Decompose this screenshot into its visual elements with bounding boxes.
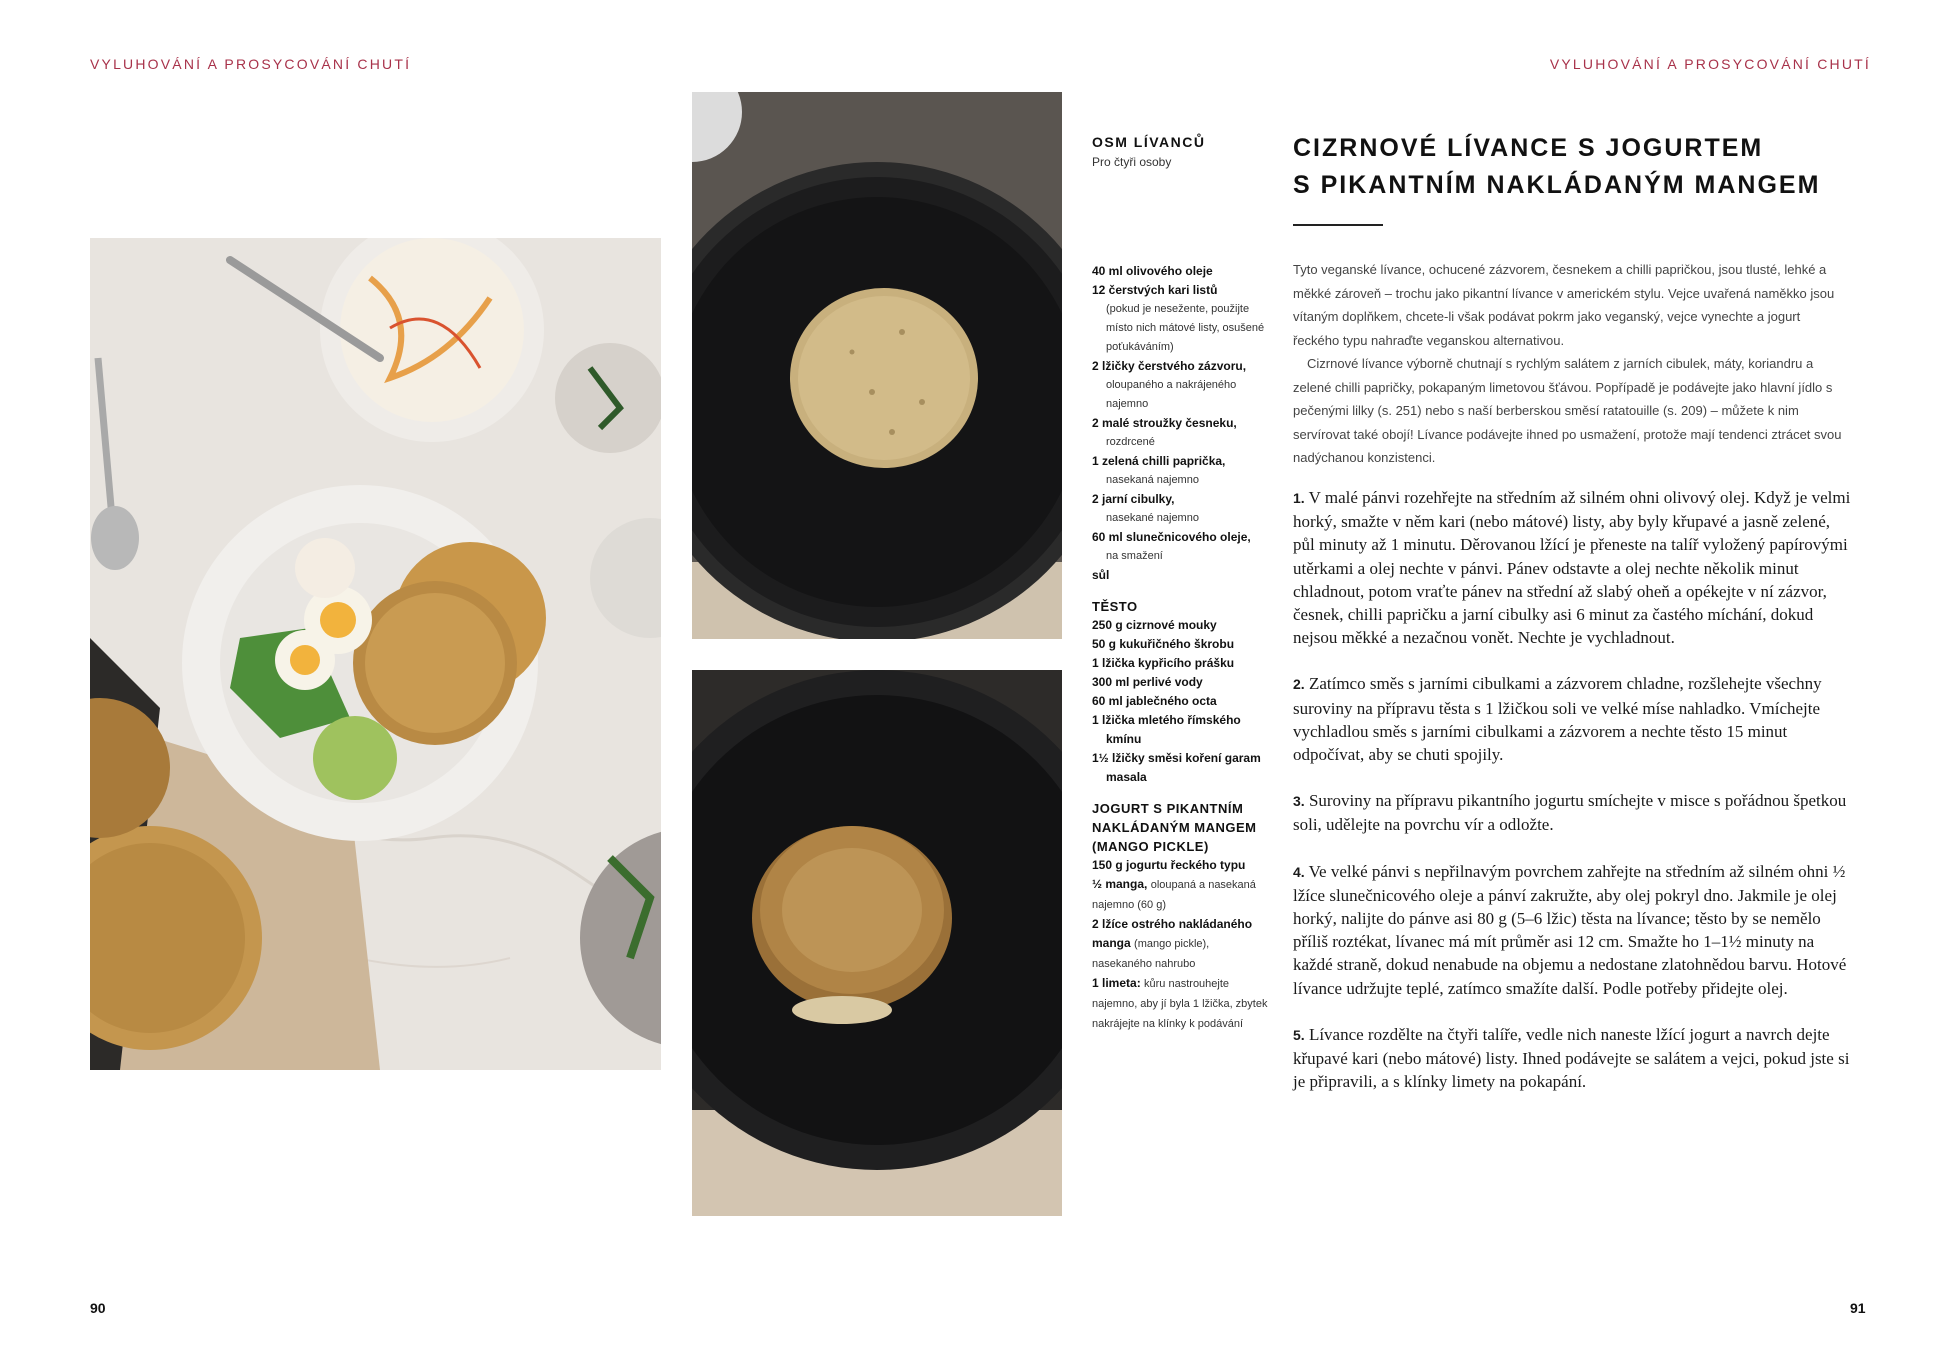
yogurt-section-title: JOGURT S PIKANTNÍM NAKLÁDANÝM MANGEM (MANGO PICKLE) [1092,801,1257,854]
pancakes-plate-photo [90,238,661,1070]
method-step [1293,672,1855,766]
yield-title: OSM LÍVANCŮ [1092,134,1206,150]
ingredient-item: 1 zelená chilli paprička, nasekaná najemno [1092,454,1226,486]
step-text: V malé pánvi rozehřejte na středním až silném ohni olivový olej. Když je velmi horký, smažte v něm kari (nebo mátové) listy, aby byly křupavé a jasně zelené, půl minuty až 1 minutu. Děrovanou lžící je přeneste na talíř vyložený papírovými utěrkami a olej nechte v pánvi. Pánev odstavte a olej nechte několik minut chladnout, potom vraťte pánev na střední až slabý oheň a opékejte v ní zázvor, česnek, chilli papričku a jarní cibulky asi 6 minut za častého míchání, dokud nejsou měkké a nezačnou vonět. Nechte je vychladnout. [1293,488,1851,648]
ingredient-item: ½ manga, oloupaná a nasekaná najemno (60 g) [1092,877,1256,911]
ingredient-item: 1 limeta: kůru nastrouhejte najemno, aby jí byla 1 lžička, zbytek nakrájejte na klínky k podávání [1092,976,1268,1030]
raw-pancake-in-pan-photo [692,92,1062,639]
method-step [1293,486,1855,649]
title-divider [1293,224,1383,226]
method-step [1293,789,1855,836]
intro-paragraph: Cizrnové lívance výborně chutnají s rychlým salátem z jarních cibulek, máty, koriandru a zelené chilli papričky, pokapaným limetovou šťávou. Popřípadě je podávejte jako hlavní jídlo s pečenými lilky (s. 251) nebo s naší berberskou směsí ratatouille (s. 209) – můžete k nim servírovat také obojí! Lívance podávejte ihned po usmažení, protože mají tendenci ztrácet svou nadýchanou konzistenci. [1293,356,1842,465]
ingredient-item: sůl [1092,568,1110,582]
ingredient-item: 300 ml perlivé vody [1092,675,1203,689]
method-step [1293,1023,1855,1094]
cooked-pancake-in-pan-photo [692,670,1062,1216]
step-number: 4. [1293,863,1305,880]
step-number: 3. [1293,793,1305,810]
step-number: 2. [1293,676,1305,693]
intro-paragraph: Tyto veganské lívance, ochucené zázvorem, česnekem a chilli papričkou, jsou tlusté, lehké a měkké zároveň – trochu jako pikantní lívance v americkém stylu. Vejce uvařená naměkko jsou vítaným doplňkem, chcete-li však podávat pokrm jako veganský, vejce vynechte a jogurt řeckého typu nahraďte veganskou alternativou. [1293,262,1835,348]
recipe-title [1293,130,1873,204]
running-header-left: VYLUHOVÁNÍ A PROSYCOVÁNÍ CHUTÍ [90,56,412,72]
step-number: 1. [1293,490,1305,506]
batter-section-title: TĚSTO [1092,599,1138,614]
method-steps [1293,486,1855,1116]
ingredient-item: 250 g cizrnové mouky [1092,618,1217,632]
step-text: Suroviny na přípravu pikantního jogurtu smíchejte v misce s pořádnou špetkou soli, udělejte na povrchu vír a odložte. [1293,791,1847,835]
ingredient-item: 1½ lžičky směsi koření garam masala [1092,751,1261,784]
ingredient-item: 2 jarní cibulky, nasekané najemno [1092,492,1199,524]
ingredient-item: 60 ml jablečného octa [1092,694,1217,708]
recipe-yield [1092,134,1272,169]
ingredient-item: 50 g kukuřičného škrobu [1092,637,1235,651]
method-step [1293,860,1855,1000]
recipe-title-line-1: CIZRNOVÉ LÍVANCE S JOGURTEM [1293,134,1764,162]
recipe-intro [1293,258,1845,470]
ingredient-item: 40 ml olivového oleje [1092,264,1213,278]
step-number: 5. [1293,1026,1305,1043]
ingredient-item: 2 malé stroužky česneku, rozdrcené [1092,416,1237,448]
ingredient-item: 60 ml slunečnicového oleje, na smažení [1092,530,1251,562]
ingredient-item: 12 čerstvých kari listů (pokud je nesežente, použijte místo nich mátové listy, osušené poťukáváním) [1092,283,1265,353]
page-number-left: 90 [90,1300,106,1316]
running-header-right: VYLUHOVÁNÍ A PROSYCOVÁNÍ CHUTÍ [1549,56,1871,72]
step-text: Lívance rozdělte na čtyři talíře, vedle nich naneste lžící jogurt a navrch dejte křupavé kari (nebo mátové) listy. Ihned podávejte se salátem a vejci, pokud jste si je připravili, a s klínky limety na pokapání. [1293,1024,1850,1092]
ingredient-item: 1 lžička mletého římského kmínu [1092,713,1241,746]
ingredient-item: 2 lžičky čerstvého zázvoru, oloupaného a nakrájeného najemno [1092,359,1247,410]
step-text: Zatímco směs s jarními cibulkami a zázvorem chladne, rozšlehejte všechny suroviny na přípravu těsta s 1 lžičkou soli ve velké míse nahladko. Vmíchejte vychladlou směs s jarními cibulkami a zázvorem a nechte těsto 15 minut odpočívat, aby se chuti spojily. [1293,674,1822,765]
ingredients-list [1092,262,1272,1034]
recipe-title-line-2: S PIKANTNÍM NAKLÁDANÝM MANGEM [1293,171,1821,199]
step-text: Ve velké pánvi s nepřilnavým povrchem zahřejte na středním až silném ohni ½ lžíce slunečnicového oleje a pánví zakružte, aby olej pokryl dno. Jakmile je olej horký, nalijte do pánve asi 80 g (5–6 lžic) těsta na lívance; těsto by se nemělo příliš roztékat, lívanec má mít průměr asi 12 cm. Smažte ho 1–1½ minuty na každé straně, dokud nenabude na objemu a nedostane zlatohnědou barvu. Hotové lívance udržujte teplé, zatímco smažíte další. Podle potřeby přidejte olej. [1293,861,1847,998]
ingredient-item: 2 lžíce ostrého nakládaného manga (mango pickle), nasekaného nahrubo [1092,917,1253,970]
page-number-right: 91 [1850,1300,1866,1316]
yield-servings: Pro čtyři osoby [1092,155,1172,169]
ingredient-item: 150 g jogurtu řeckého typu [1092,858,1246,872]
ingredient-item: 1 lžička kypřicího prášku [1092,656,1235,670]
